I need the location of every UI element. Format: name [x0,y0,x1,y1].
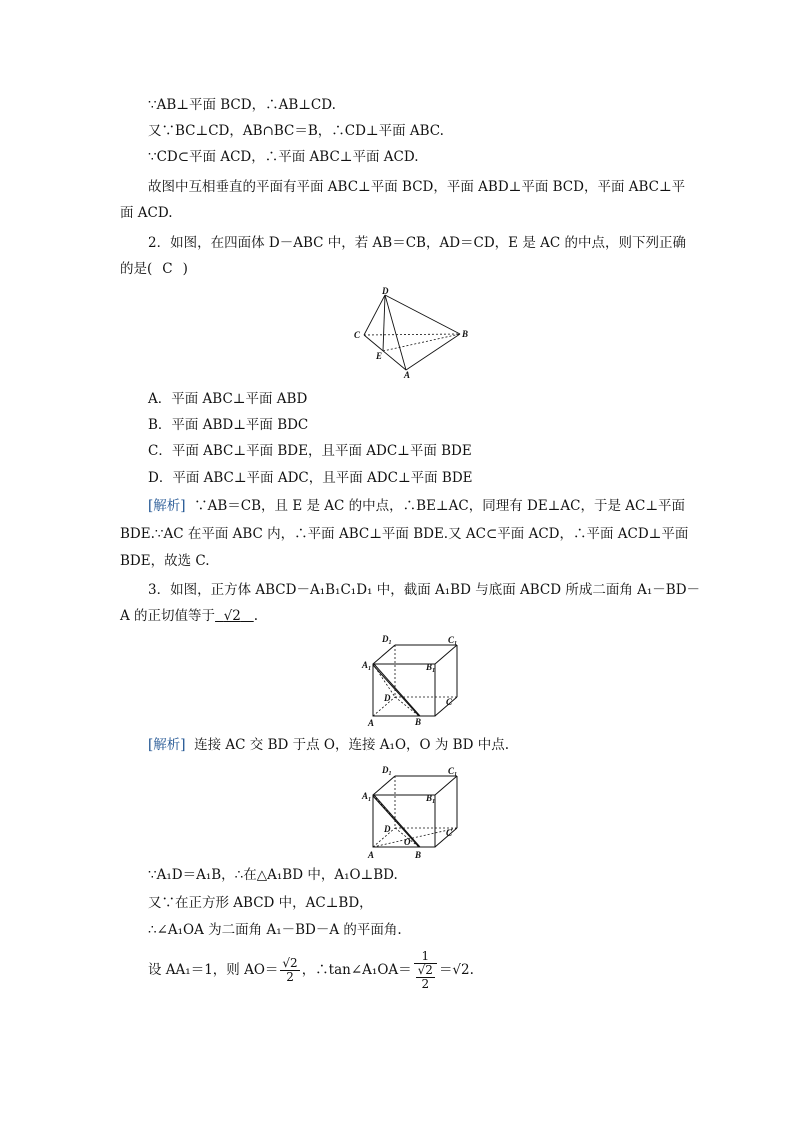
cube-figure-2 [360,763,460,861]
fraction-inner-num: √2 [417,963,433,977]
cube2-label-a1: $A_1$ [362,791,372,803]
fraction-tan-den [414,964,437,991]
proof-line-5: 面 ACD. [120,205,173,221]
q2-option-c: C．平面 ABC⊥平面 BDE，且平面 ADC⊥平面 BDE [148,443,472,459]
cube1-label-a: A [368,718,375,728]
q3-stem-prefix: A 的正切值等于 [120,608,216,624]
q2-stem-line-1: 2．如图，在四面体 D－ABC 中，若 AB＝CB，AD＝CD，E 是 AC 的中点，则下列正确 [148,235,686,251]
q2-stem-prefix: 的是( [120,261,153,277]
cube2-label-a: A [368,850,375,860]
cube1-label-d1: $D_1$ [382,634,392,646]
q3-step-3: ∴∠A₁OA 为二面角 A₁－BD－A 的平面角. [148,922,402,938]
cube2-label-c1: $C_1$ [448,766,458,778]
proof-line-1: ∵AB⊥平面 BCD，∴AB⊥CD. [148,97,336,113]
q3-stem-line-1: 3．如图，正方体 ABCD－A₁B₁C₁D₁ 中，截面 A₁BD 与底面 ABCD 所成二面角 A₁－BD－ [148,582,701,598]
tetrahedron-figure [352,285,472,380]
q3-analysis-line-1 [148,736,509,754]
q3-step-4 [148,950,474,991]
cube1-label-c1: $C_1$ [448,635,458,647]
fraction-tan [414,950,437,991]
q3-step-4-b: ，∴tan∠A₁OA＝ [301,962,412,978]
label-b: B [462,329,469,339]
label-a: A [404,370,411,380]
proof-line-2: 又∵BC⊥CD，AB∩BC＝B，∴CD⊥平面 ABC. [148,123,444,139]
q2-stem-line-2 [120,260,188,278]
q3-stem-line-2 [120,607,258,625]
q3-stem-suffix: . [253,608,259,624]
q2-analysis-line-1 [148,497,685,515]
q2-option-b: B．平面 ABD⊥平面 BDC [148,417,309,433]
q3-step-2: 又∵在正方形 ABCD 中，AC⊥BD， [148,895,373,911]
q3-answer: √2 [223,608,241,624]
q2-analysis-line-3: BDE，故选 C. [120,553,210,569]
fraction-tan-num: 1 [414,950,437,964]
q2-analysis-line-2: BDE.∵AC 在平面 ABC 内，∴平面 ABC⊥平面 BDE.又 AC⊂平面 ACD，∴平面 ACD⊥平面 [120,526,689,542]
q3-step-4-c: ＝√2. [438,962,474,978]
cube2-label-d: D [384,824,391,834]
q3-step-1: ∵A₁D＝A₁B，∴在△A₁BD 中，A₁O⊥BD. [148,867,398,883]
cube1-label-b1: $B_1$ [426,662,436,674]
q3-analysis-text-1: 连接 AC 交 BD 于点 O，连接 A₁O，O 为 BD 中点. [194,737,509,753]
q2-option-a: A．平面 ABC⊥平面 ABD [148,391,308,407]
fraction-ao [280,957,299,984]
cube2-label-b1: $B_1$ [426,793,436,805]
label-d: D [382,286,389,296]
analysis-tag: [解析] [148,498,186,514]
proof-line-4: 故图中互相垂直的平面有平面 ABC⊥平面 BCD，平面 ABD⊥平面 BCD，平面 ABC⊥平 [148,179,686,195]
label-e: E [376,351,383,361]
proof-line-3: ∵CD⊂平面 ACD，∴平面 ABC⊥平面 ACD. [148,149,419,165]
cube1-label-c: C [446,697,453,707]
cube1-label-d: D [384,693,391,703]
q3-answer-blank [215,608,254,624]
cube2-label-c: C [446,828,453,838]
label-c: C [354,330,361,340]
q3-step-4-a: 设 AA₁＝1，则 AO＝ [148,962,279,978]
fraction-inner-den: 2 [421,977,430,991]
q2-option-d: D．平面 ABC⊥平面 ADC，且平面 ADC⊥平面 BDE [148,470,473,486]
fraction-ao-den: 2 [286,970,294,984]
cube1-label-a1: $A_1$ [362,660,372,672]
fraction-ao-num: √2 [282,956,298,970]
q2-stem-suffix: ) [182,261,188,277]
cube2-label-b: B [415,850,422,860]
q2-answer: C [162,261,173,277]
q2-analysis-text-1: ∵AB＝CB，且 E 是 AC 的中点，∴BE⊥AC，同理有 DE⊥AC，于是 AC⊥平面 [194,498,686,514]
cube-figure-1 [360,632,460,728]
cube2-label-o: O [404,837,411,847]
cube1-label-b: B [415,717,422,727]
cube2-label-d1: $D_1$ [382,765,392,777]
analysis-tag-2: [解析] [148,737,186,753]
